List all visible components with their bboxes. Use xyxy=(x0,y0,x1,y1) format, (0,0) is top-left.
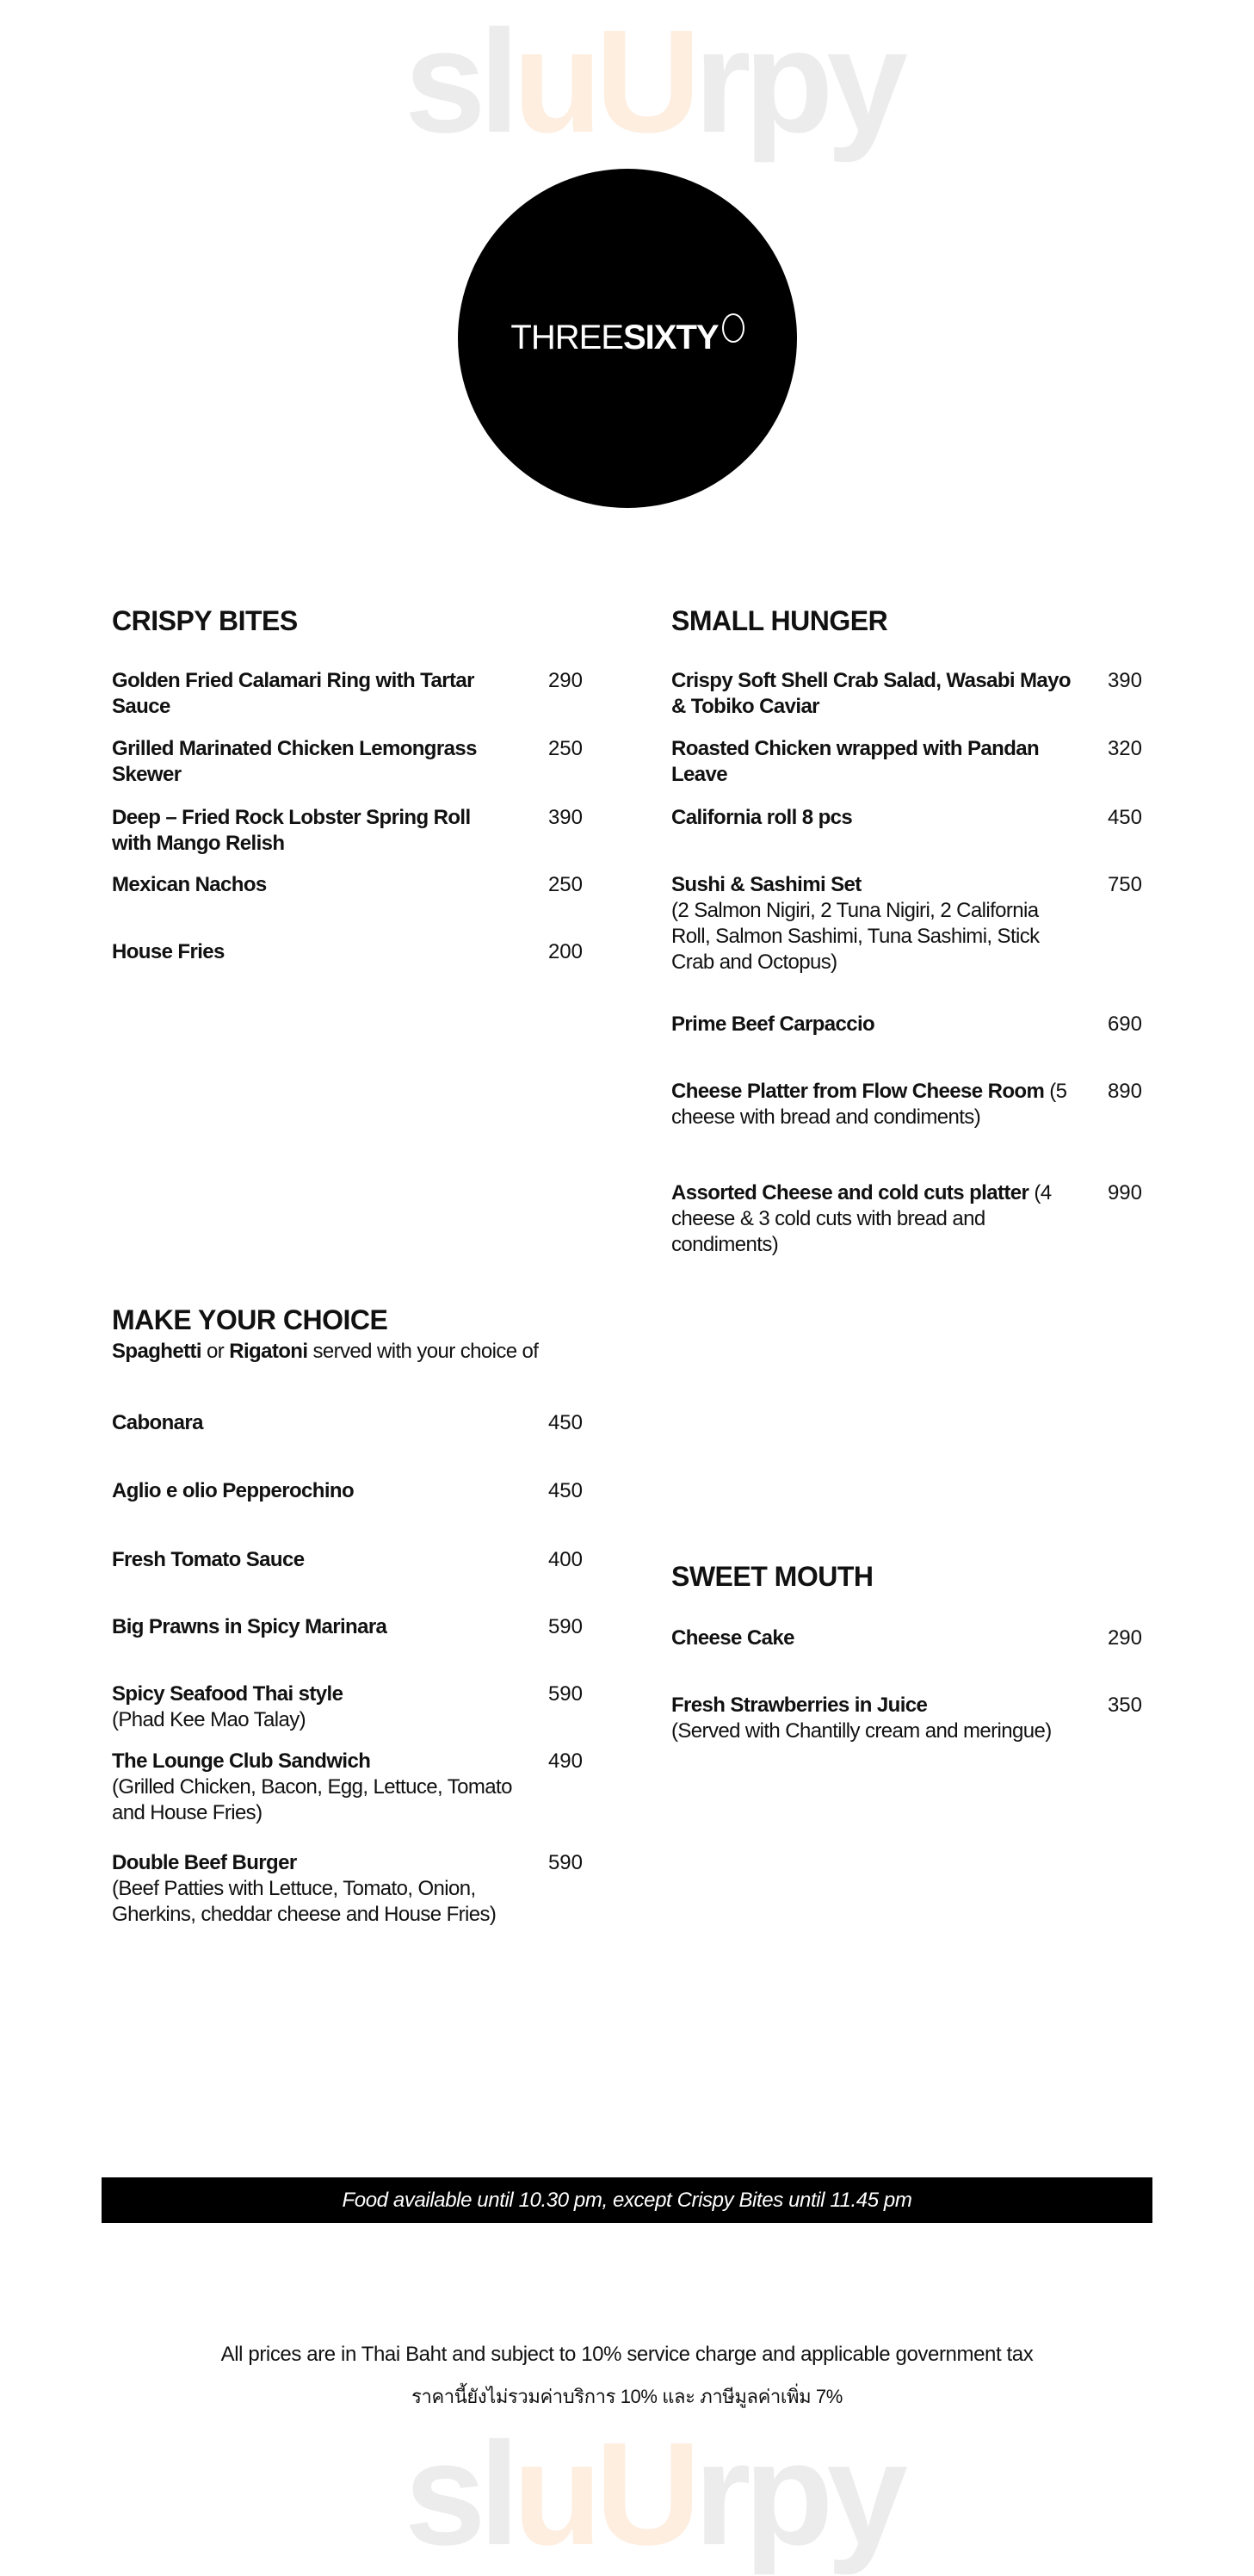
menu-item xyxy=(112,1478,512,1504)
item-description: (Grilled Chicken, Bacon, Egg, Lettuce, Tomato and House Fries) xyxy=(112,1775,512,1824)
item-name: Double Beef Burger xyxy=(112,1851,297,1874)
item-name: Cheese Cake xyxy=(671,1626,794,1650)
menu-item xyxy=(112,1614,512,1640)
item-name: Roasted Chicken wrapped with Pandan Leave xyxy=(671,737,1040,786)
item-name: Crispy Soft Shell Crab Salad, Wasabi Mayo & Tobiko Caviar xyxy=(671,669,1071,718)
logo-text-bold: SIXTY xyxy=(622,319,719,356)
menu-item xyxy=(112,872,512,898)
price-disclaimer-thai: ราคานี้ยังไม่รวมค่าบริการ 10% และ ภาษีมูลค่าเพิ่ม 7% xyxy=(411,2386,843,2407)
item-name: Prime Beef Carpaccio xyxy=(671,1012,875,1036)
item-name: Deep – Fried Rock Lobster Spring Roll with Mango Relish xyxy=(112,806,471,855)
item-price: 450 xyxy=(1107,806,1142,829)
menu-item xyxy=(671,668,1072,720)
menu-item xyxy=(112,736,512,788)
item-name: Fresh Tomato Sauce xyxy=(112,1548,305,1571)
menu-item xyxy=(112,1749,512,1826)
menu-item xyxy=(671,736,1072,788)
section-subtitle xyxy=(112,1339,538,1365)
item-price: 450 xyxy=(547,1479,583,1502)
item-price: 390 xyxy=(547,806,583,829)
item-name: The Lounge Club Sandwich xyxy=(112,1749,371,1773)
item-description: (2 Salmon Nigiri, 2 Tuna Nigiri, 2 California Roll, Salmon Sashimi, Tuna Sashimi, Stick Crab and Octopus) xyxy=(671,899,1040,974)
logo-text-thin: THREE xyxy=(510,319,623,356)
item-name: Mexican Nachos xyxy=(112,873,267,896)
item-price: 590 xyxy=(547,1615,583,1638)
item-price: 490 xyxy=(547,1749,583,1773)
pasta-option: Rigatoni xyxy=(229,1340,308,1363)
item-name: California roll 8 pcs xyxy=(671,806,853,829)
item-name: Fresh Strawberries in Juice xyxy=(671,1694,928,1717)
item-description: (4 cheese & 3 cold cuts with bread and condiments) xyxy=(671,1181,1052,1256)
item-name: Assorted Cheese and cold cuts platter xyxy=(671,1181,1029,1204)
menu-item xyxy=(671,805,1072,831)
item-price: 990 xyxy=(1107,1181,1142,1204)
item-name: Aglio e olio Pepperochino xyxy=(112,1479,355,1502)
menu-item xyxy=(112,805,512,857)
menu-item xyxy=(112,1850,512,1928)
item-name: Big Prawns in Spicy Marinara xyxy=(112,1615,387,1638)
item-price: 590 xyxy=(547,1851,583,1874)
item-price: 450 xyxy=(547,1411,583,1434)
watermark: sluUrpy xyxy=(405,0,901,164)
item-name: Sushi & Sashimi Set xyxy=(671,873,862,896)
item-name: Cabonara xyxy=(112,1411,203,1434)
item-description: (Served with Chantilly cream and meringue) xyxy=(671,1719,1052,1743)
menu-item xyxy=(112,1410,512,1436)
item-price: 400 xyxy=(547,1548,583,1571)
menu-item xyxy=(671,1693,1072,1744)
section-title-make-your-choice: MAKE YOUR CHOICE xyxy=(112,1304,388,1335)
item-name: Cheese Platter from Flow Cheese Room xyxy=(671,1080,1045,1103)
item-price: 890 xyxy=(1107,1080,1142,1103)
menu-item xyxy=(112,1547,512,1573)
item-name: Spicy Seafood Thai style xyxy=(112,1682,343,1706)
item-price: 690 xyxy=(1107,1012,1142,1036)
subtitle-text: served with your choice of xyxy=(307,1340,539,1363)
item-price: 200 xyxy=(547,940,583,963)
food-availability-notice: Food available until 10.30 pm, except Crispy Bites until 11.45 pm xyxy=(102,2177,1152,2223)
item-description: (5 cheese with bread and condiments) xyxy=(671,1080,1067,1129)
section-title-small-hunger: SMALL HUNGER xyxy=(671,605,888,636)
item-name: Golden Fried Calamari Ring with Tartar Sauce xyxy=(112,669,474,718)
price-disclaimer: All prices are in Thai Baht and subject to 10% service charge and applicable government tax xyxy=(220,2343,1034,2366)
logo xyxy=(458,169,797,508)
item-price: 320 xyxy=(1107,737,1142,760)
section-title-crispy-bites: CRISPY BITES xyxy=(112,605,298,636)
section-title-sweet-mouth: SWEET MOUTH xyxy=(671,1561,874,1592)
item-price: 290 xyxy=(1107,1626,1142,1650)
item-price: 350 xyxy=(1107,1694,1142,1717)
item-description: (Phad Kee Mao Talay) xyxy=(112,1708,306,1731)
menu-item xyxy=(112,939,512,965)
item-price: 390 xyxy=(1107,669,1142,692)
item-price: 250 xyxy=(547,737,583,760)
item-price: 750 xyxy=(1107,873,1142,896)
circle-icon xyxy=(722,313,744,343)
item-price: 590 xyxy=(547,1682,583,1706)
item-description: (Beef Patties with Lettuce, Tomato, Onion, Gherkins, cheddar cheese and House Fries) xyxy=(112,1877,497,1926)
pasta-option: Spaghetti xyxy=(112,1340,201,1363)
menu-item xyxy=(671,872,1072,975)
menu-item xyxy=(671,1079,1072,1130)
item-price: 250 xyxy=(547,873,583,896)
watermark: sluUrpy xyxy=(405,2412,901,2576)
menu-item xyxy=(671,1012,1072,1037)
item-price: 290 xyxy=(547,669,583,692)
menu-item xyxy=(671,1625,1072,1651)
menu-item xyxy=(112,1681,512,1733)
subtitle-text: or xyxy=(201,1340,230,1363)
item-name: House Fries xyxy=(112,940,225,963)
menu-item xyxy=(112,668,512,720)
menu-item xyxy=(671,1180,1072,1258)
item-name: Grilled Marinated Chicken Lemongrass Skewer xyxy=(112,737,477,786)
